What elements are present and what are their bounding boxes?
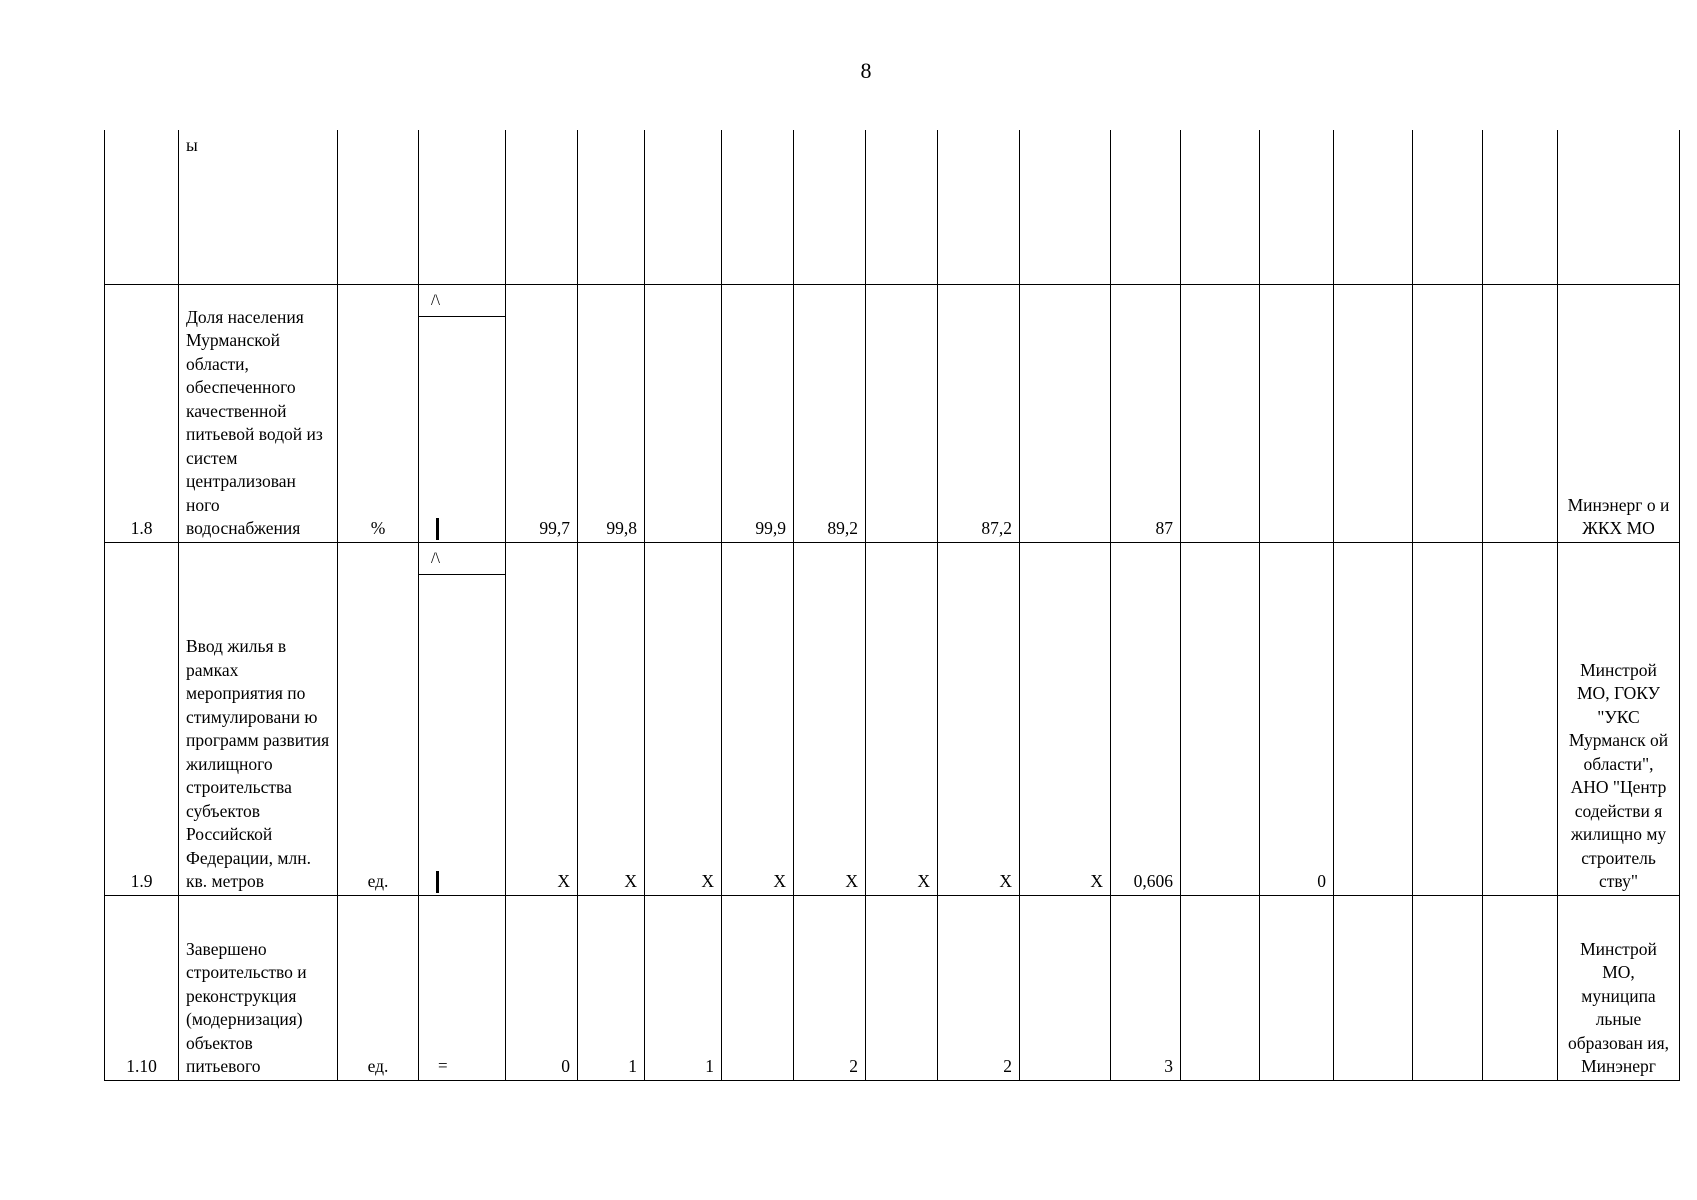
cell-value: X	[938, 542, 1020, 895]
cell-unit: ед.	[338, 895, 419, 1080]
cell-responsible: Минстрой МО, ГОКУ "УКС Мурманск ой области", АНО "Центр содействи я жилищно му строитель ству"	[1558, 542, 1680, 895]
cell-value	[866, 284, 938, 542]
cell-value	[1020, 284, 1111, 542]
cell-value	[645, 284, 722, 542]
cell-value	[1334, 895, 1413, 1080]
cell-value	[722, 895, 794, 1080]
cell-name: Завершено строительство и реконструкция (модернизация) объектов питьевого	[179, 895, 338, 1080]
cell-value	[1020, 895, 1111, 1080]
cell-value: 1	[645, 895, 722, 1080]
table-row	[105, 284, 1680, 542]
cell-value	[1334, 284, 1413, 542]
cell-trend	[419, 542, 506, 895]
cell-value	[1181, 284, 1260, 542]
cell-value: 3	[1111, 895, 1181, 1080]
trend-bar-mark	[436, 871, 439, 893]
cell-value: 0,606	[1111, 542, 1181, 895]
cell-value: 87	[1111, 284, 1181, 542]
cell-value: 1	[578, 895, 645, 1080]
cell-num	[105, 130, 179, 284]
indicators-table	[104, 130, 1680, 1081]
cell-value: 2	[938, 895, 1020, 1080]
cell-value: X	[506, 542, 578, 895]
cell-value: X	[1020, 542, 1111, 895]
cell-value	[1181, 895, 1260, 1080]
cell-value	[1413, 542, 1483, 895]
cell-value: X	[645, 542, 722, 895]
cell-num: 1.10	[105, 895, 179, 1080]
cell-num: 1.8	[105, 284, 179, 542]
cell-value: 99,8	[578, 284, 645, 542]
cell-value: X	[794, 542, 866, 895]
cell-value	[1334, 542, 1413, 895]
trend-bar-mark	[436, 518, 439, 540]
cell-value: 87,2	[938, 284, 1020, 542]
cell-num: 1.9	[105, 542, 179, 895]
table-row	[105, 542, 1680, 895]
cell-value	[866, 895, 938, 1080]
table-row	[105, 895, 1680, 1080]
cell-value: X	[866, 542, 938, 895]
cell-value: 89,2	[794, 284, 866, 542]
trend-up-symbol: /\	[419, 285, 505, 317]
table-row-continued	[105, 130, 1680, 284]
cell-value: 0	[506, 895, 578, 1080]
cell-value	[1483, 284, 1558, 542]
cell-value: 2	[794, 895, 866, 1080]
cell-value: 99,9	[722, 284, 794, 542]
cell-responsible: Минэнерг о и ЖКХ МО	[1558, 284, 1680, 542]
cell-unit: ед.	[338, 542, 419, 895]
cell-name-continued: ы	[179, 130, 338, 284]
trend-equal-symbol: =	[438, 1056, 448, 1075]
cell-name: Ввод жилья в рамках мероприятия по стимулировани ю программ развития жилищного строительства субъектов Российской Федерации, млн. кв. метров	[179, 542, 338, 895]
cell-unit: %	[338, 284, 419, 542]
cell-value	[1260, 895, 1334, 1080]
page-number: 8	[860, 58, 872, 83]
cell-value	[1260, 284, 1334, 542]
cell-value	[1181, 542, 1260, 895]
trend-up-symbol: /\	[419, 543, 505, 575]
cell-value	[1413, 895, 1483, 1080]
cell-name: Доля населения Мурманской области, обеспеченного качественной питьевой водой из систем централизован ного водоснабжения	[179, 284, 338, 542]
cell-value: 99,7	[506, 284, 578, 542]
cell-value: X	[722, 542, 794, 895]
cell-trend	[419, 284, 506, 542]
cell-value: 0	[1260, 542, 1334, 895]
cell-value	[1413, 284, 1483, 542]
cell-trend	[419, 895, 506, 1080]
cell-responsible: Минстрой МО, муниципа льные образован ия, Минэнерг	[1558, 895, 1680, 1080]
cell-value: X	[578, 542, 645, 895]
cell-value	[1483, 542, 1558, 895]
cell-value	[1483, 895, 1558, 1080]
